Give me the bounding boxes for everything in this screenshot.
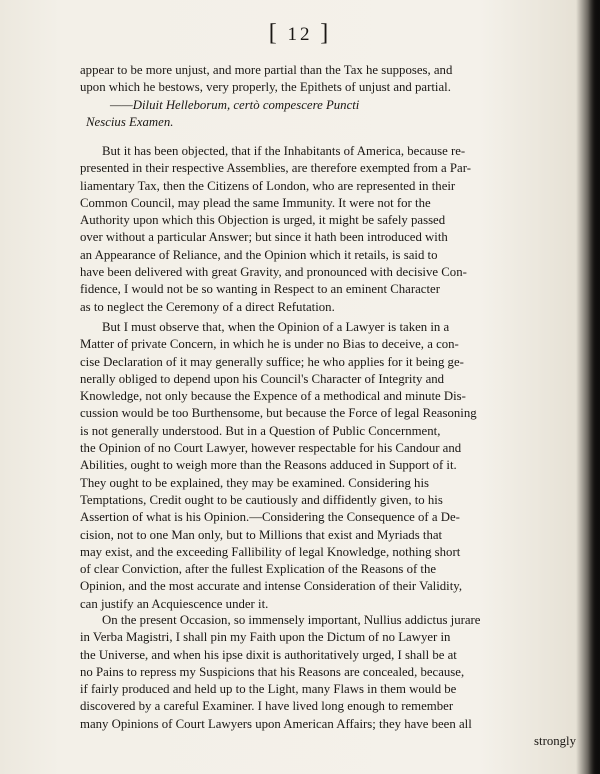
- right-bracket: ]: [320, 20, 332, 46]
- text-line: Knowledge, not only because the Expence of a methodical and minute Dis-: [80, 389, 466, 404]
- text-line: But I must observe that, when the Opinion of a Lawyer is taken in a: [102, 320, 450, 334]
- text-line: appear to be more unjust, and more partial than the Tax he supposes, and: [80, 63, 453, 77]
- text-line: On the present Occasion, so immensely important, Nullius addictus jurare: [102, 613, 481, 627]
- text-line: But it has been objected, that if the Inhabitants of America, because re-: [102, 144, 466, 158]
- text-line: Common Council, may plead the same Immunity. It were not for the: [80, 195, 431, 210]
- catchword: strongly: [534, 734, 576, 749]
- paragraph-1: [80, 62, 578, 131]
- paragraph-3: [80, 319, 578, 613]
- text-line: Assertion of what is his Opinion.—Considering the Consequence of a De-: [80, 510, 460, 525]
- text-line: over without a particular Answer; but since it hath been introduced with: [80, 230, 448, 245]
- text-line: may exist, and the exceeding Fallibility of legal Knowledge, nothing short: [80, 544, 461, 559]
- page-number: 12: [287, 24, 313, 45]
- text-line: cussion would be too Burthensome, but because the Force of legal Reasoning: [80, 406, 477, 421]
- text-line: fidence, I would not be so wanting in Respect to an eminent Character: [80, 282, 440, 297]
- text-line: an Appearance of Reliance, and the Opinion which it retails, is said to: [80, 247, 438, 262]
- text-line: no Pains to repress my Suspicions that his Reasons are concealed, because,: [80, 664, 465, 679]
- text-line: of clear Conviction, after the fullest Explication of the Reasons of the: [80, 562, 437, 577]
- text-line: have been delivered with great Gravity, and pronounced with decisive Con-: [80, 265, 467, 280]
- text-line: nerally obliged to depend upon his Council's Character of Integrity and: [80, 371, 445, 386]
- text-line: Temptations, Credit ought to be cautiously and diffidently given, to his: [80, 492, 443, 507]
- left-bracket: [: [268, 20, 280, 46]
- latin-quote-line: Nescius Examen.: [86, 114, 174, 129]
- text-line: the Opinion of no Court Lawyer, however respectable for his Candour and: [80, 441, 462, 456]
- text-line: in Verba Magistri, I shall pin my Faith upon the Dictum of no Lawyer in: [80, 630, 451, 645]
- text-line: as to neglect the Ceremony of a direct Refutation.: [80, 299, 335, 314]
- text-line: can justify an Acquiescence under it.: [80, 596, 269, 611]
- text-line: upon which he bestows, very properly, the Epithets of unjust and partial.: [80, 80, 451, 95]
- paragraph-4: [80, 612, 578, 750]
- text-line: liamentary Tax, then the Citizens of London, who are represented in their: [80, 178, 456, 193]
- page-edge-shadow: [588, 0, 600, 774]
- text-line: cise Declaration of it may generally suffice; he who applies for it being ge-: [80, 354, 464, 369]
- text-line: Abilities, ought to weigh more than the Reasons adduced in Support of it.: [80, 458, 457, 473]
- text-line: many Opinions of Court Lawyers upon American Affairs; they have been all: [80, 716, 472, 731]
- text-line: the Universe, and when his ipse dixit is authoritatively urged, I shall be at: [80, 647, 457, 662]
- text-line: Opinion, and the most accurate and intense Consideration of their Validity,: [80, 579, 463, 594]
- text-line: presented in their respective Assemblies, are therefore exempted from a Par-: [80, 161, 471, 176]
- text-line: Matter of private Concern, in which he is under no Bias to deceive, a con-: [80, 337, 459, 352]
- text-line: They ought to be explained, they may be examined. Considering his: [80, 475, 429, 490]
- paragraph-2: [80, 143, 578, 316]
- text-line: discovered by a careful Examiner. I have lived long enough to remember: [80, 699, 454, 714]
- latin-quote-line: ——Diluit Helleborum, certò compescere Puncti: [110, 97, 360, 112]
- text-line: Authority upon which this Objection is urged, it might be safely passed: [80, 213, 446, 228]
- text-line: cision, not to one Man only, but to Millions that exist and Myriads that: [80, 527, 443, 542]
- page-header: [0, 20, 600, 47]
- text-line: is not generally understood. But in a Question of Public Concernment,: [80, 423, 441, 438]
- text-line: if fairly produced and held up to the Light, many Flaws in them would be: [80, 682, 457, 697]
